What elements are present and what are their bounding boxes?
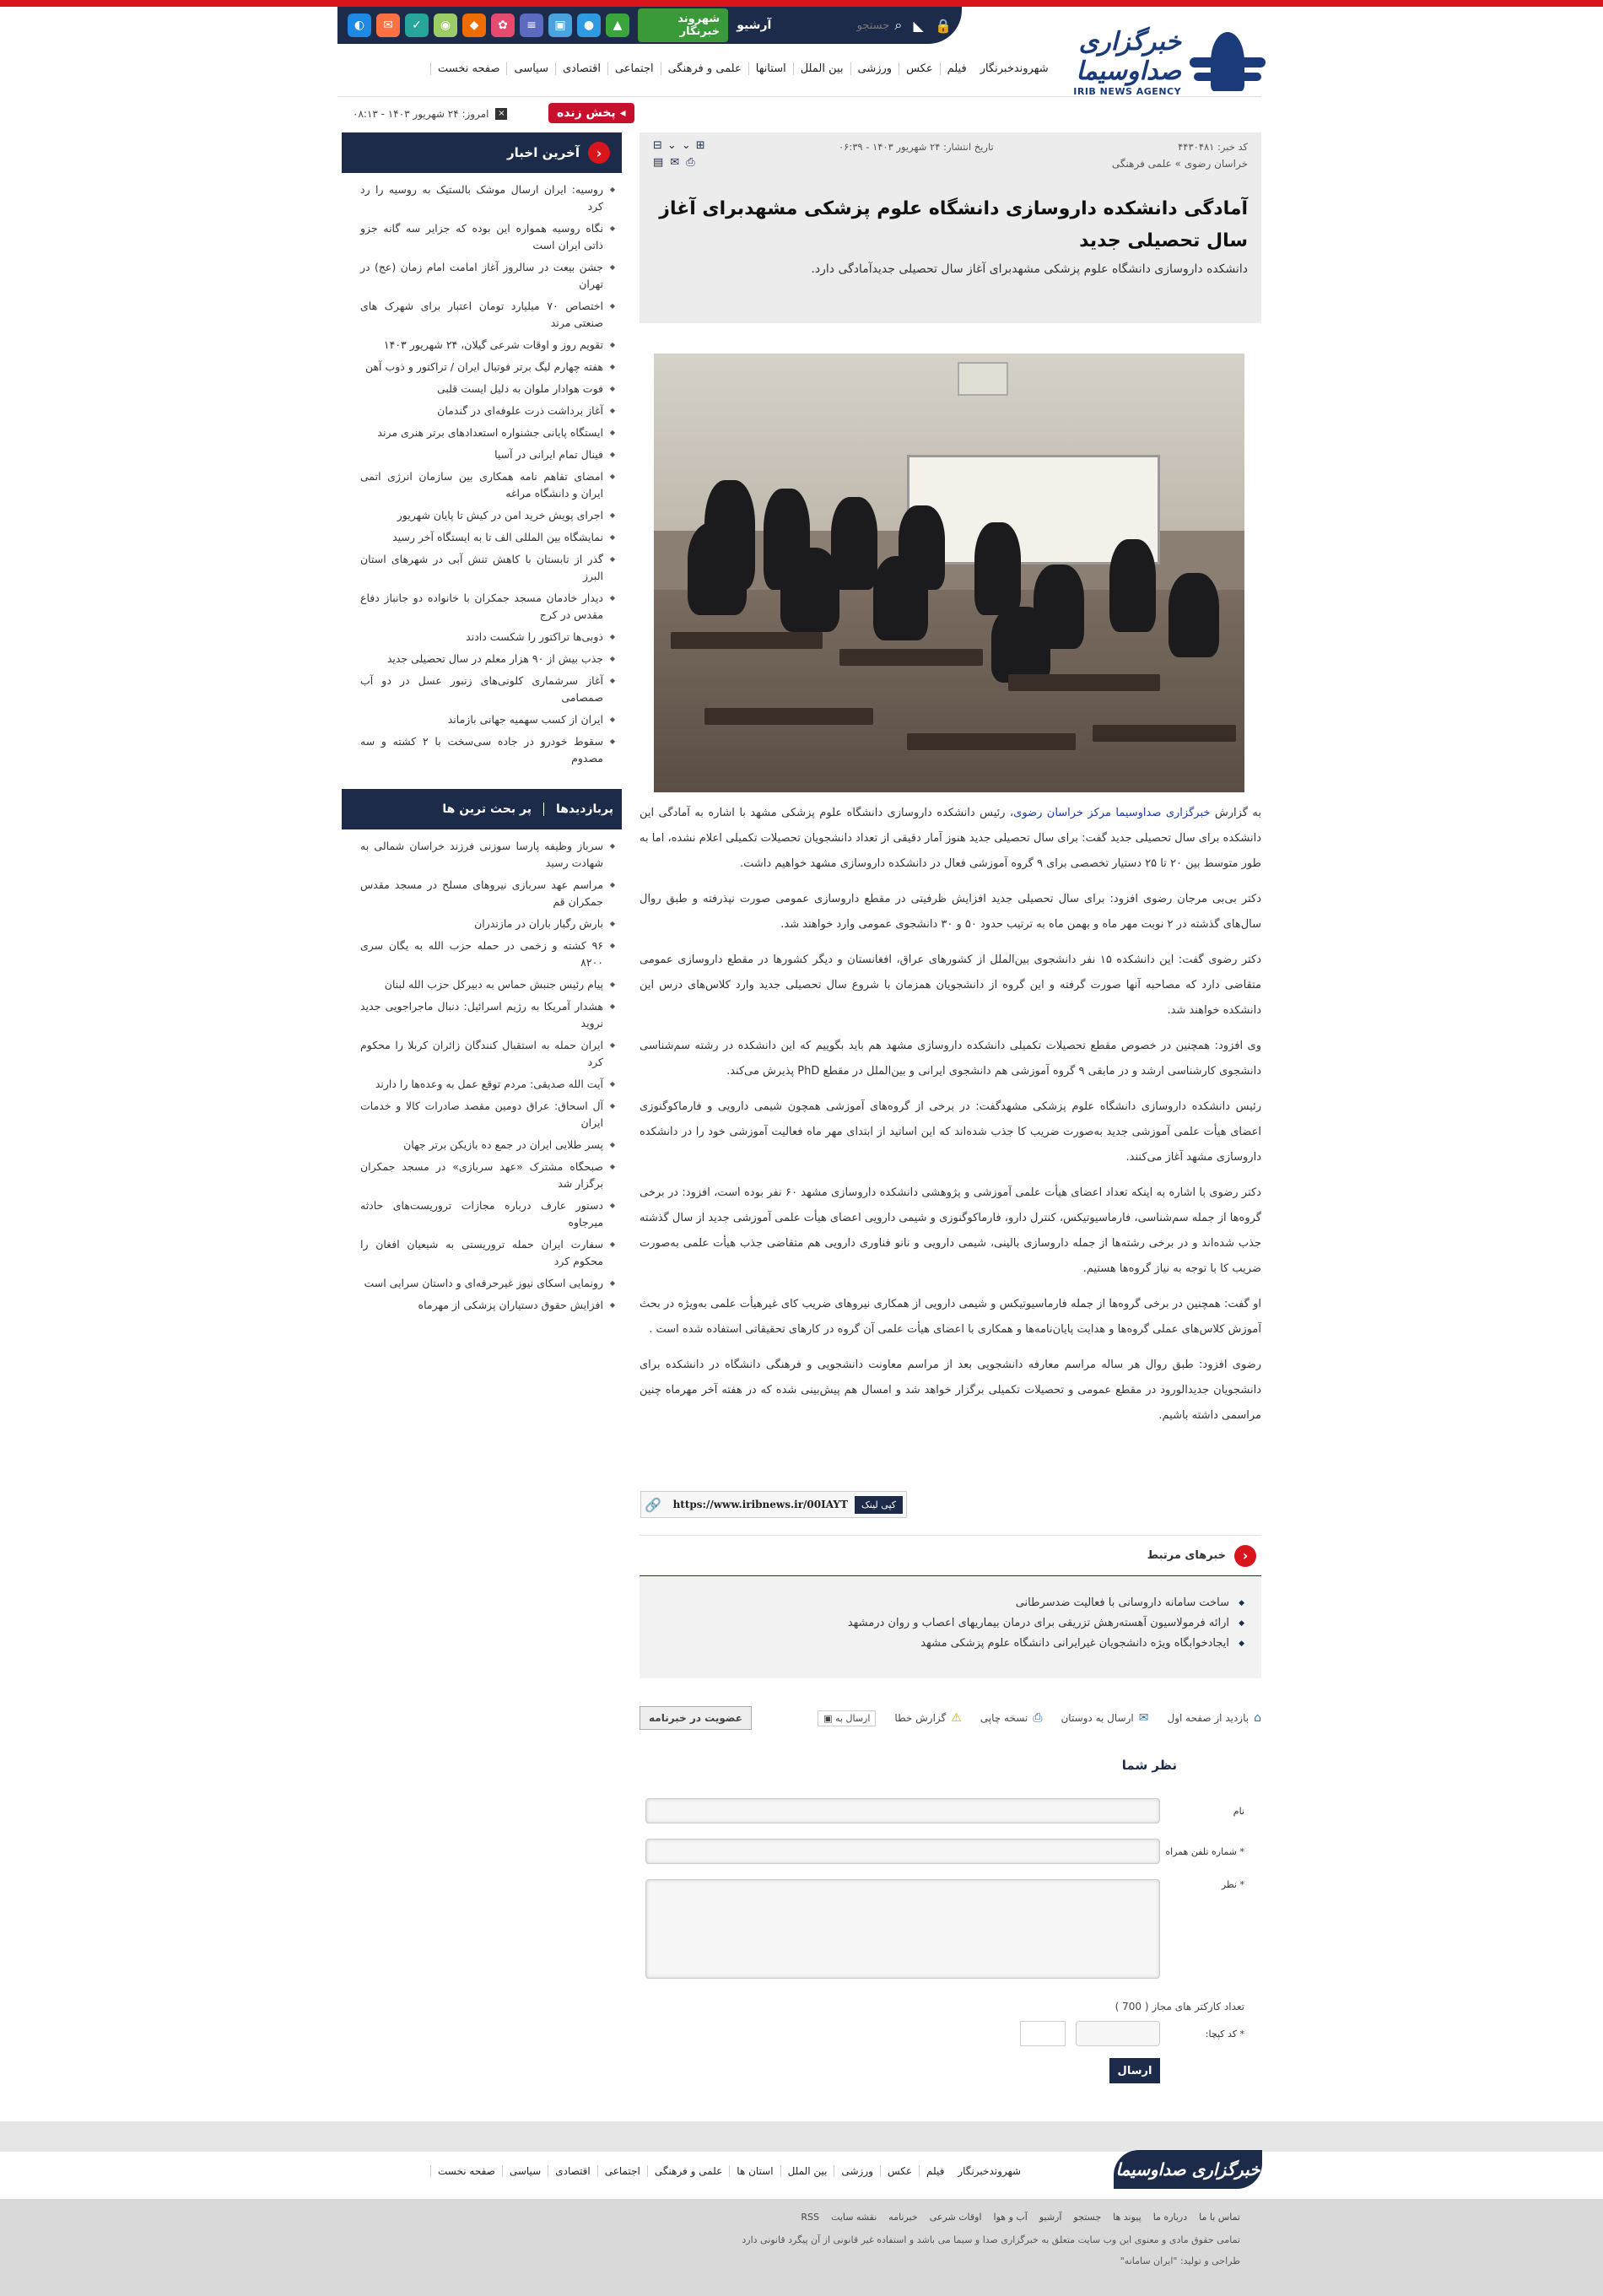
article-lead: دانشکده داروسازی دانشگاه علوم پزشکی مشهدبرای آغاز سال تحصیلی جدیدآمادگی دارد. [811,262,1248,276]
site-header [337,7,1261,97]
nav-provinces[interactable]: استانها [748,62,793,75]
printer-icon: ⎙ [1033,1711,1043,1725]
list-item[interactable]: ◆ تقویم روز و اوقات شرعی گیلان، ۲۴ شهریور ۱۴۰۳ [360,337,615,354]
latest-news-header [342,132,622,173]
nav-citizen[interactable]: شهروندخبرنگار [980,62,1049,75]
share-label: ارسال به [835,1712,871,1724]
print-link[interactable] [980,1711,1043,1725]
menu-app-icon[interactable]: ≡ [520,14,543,37]
send-friends-link[interactable] [1061,1711,1148,1725]
list-item[interactable]: ◆ بارش رگبار باران در مازندران [360,916,615,932]
citizen-reporter-button[interactable]: شهروند خبرنگار [638,8,728,42]
char-count: تعداد کارکتر های مجاز ( 700 ) [1115,2001,1244,2012]
breadcrumb[interactable]: خراسان رضوی » علمی فرهنگی [1111,158,1248,170]
comment-field[interactable] [645,1879,1160,1979]
list-item[interactable]: ◆ نگاه روسیه همواره این بوده که جزایر سه گانه جزو ذاتی ایران است [360,220,615,254]
footer-link[interactable]: نقشه سایت [831,2212,877,2223]
nav-home[interactable]: صفحه نخست [430,62,506,75]
footer-nav-item[interactable]: فیلم [919,2165,951,2177]
footer-nav-item[interactable]: ورزشی [834,2165,879,2177]
live-button[interactable]: ◂ پخش زنده [548,103,634,123]
radio-app-icon[interactable]: ◉ [434,14,457,37]
nav-sport[interactable]: ورزشی [850,62,899,75]
newsletter-button[interactable]: عضویت در خبرنامه [640,1706,752,1730]
home-icon: ⌂ [1254,1711,1261,1725]
list-item[interactable]: ◆ ۹۶ کشته و زخمی در حمله حزب الله به یگان سری ۸۲۰۰ [360,937,615,971]
article-photo [654,354,1244,792]
article-actions [640,1704,1261,1732]
list-item[interactable]: ◆ ایران حمله به استقبال کنندگان زائران کربلا را محکوم کرد [360,1037,615,1071]
live-row [337,100,1261,130]
today-date: امروز: ۲۴ شهریور ۱۴۰۳ - ۰۸:۱۳ [353,108,489,120]
footer-nav-item[interactable]: شهروندخبرنگار [958,2165,1022,2177]
link-icon: 🔗 [645,1496,661,1513]
list-item[interactable]: ◆ امضای تفاهم نامه همکاری بین سازمان انرژی اتمی ایران و دانشگاه مراغه [360,468,615,502]
footer-nav-item[interactable]: استان ها [729,2165,780,2177]
nav-political[interactable]: سیاسی [506,62,555,75]
top-bar [337,7,962,44]
list-item[interactable]: ◆ مراسم عهد سربازی نیروهای مسلح در مسجد مقدس جمکران قم [360,877,615,910]
gallery-app-icon[interactable]: ◆ [462,14,486,37]
most-visited-list [342,829,622,1327]
list-item[interactable]: ◆ افزایش حقوق دستیاران پزشکی از مهرماه [360,1297,615,1314]
footer-nav-item[interactable]: علمی و فرهنگی [647,2165,729,2177]
comment-title: نظر شما [1121,1758,1177,1773]
ios-icon[interactable]: ● [577,14,601,37]
footer-nav-item[interactable]: بین الملل [780,2165,834,2177]
nav-social[interactable]: اجتماعی [607,62,661,75]
footer-links [801,2212,1240,2223]
list-item[interactable]: ◆ روسیه: ایران ارسال موشک بالستیک به روسیه را رد کرد [360,181,615,215]
report-error-link[interactable] [894,1711,961,1725]
film-app-icon[interactable]: ✿ [491,14,515,37]
footer-nav [430,2165,1028,2177]
lock-icon[interactable]: 🔒 [935,17,952,34]
footer-nav-item[interactable]: سیاسی [502,2165,548,2177]
copyright-text: تمامی حقوق مادی و معنوی این وب سایت متعلق به خبرگزاری صدا و سیما می باشد و استفاده غیر قانونی از آن پیگرد قانونی دارد [742,2234,1240,2245]
article-paragraph: وی افزود: همچنین در خصوص مقطع تحصیلات تکمیلی دانشکده داروسازی مشهد هم باید بگوییم که این دانشکده در رشته سم‌شناسی دانشجوی کارشناسی ارشد و در مابقی ۹ گروه آموزشی هم دانشجوی ایرانی و بین‌الملل در مقطع PhD پذیرش می‌کند. [640,1040,1261,1078]
list-item[interactable]: ◆ سفارت ایران حمله تروریستی به شیعیان افغان را محکوم کرد [360,1236,615,1270]
send-button[interactable]: ارسال [1109,2058,1160,2083]
name-label: نام [1233,1805,1244,1817]
list-item[interactable]: ◆ جذب بیش از ۹۰ هزار معلم در سال تحصیلی جدید [360,651,615,667]
latest-news-list [342,173,622,781]
article-paragraph: دکتر رضوی گفت: این دانشکده ۱۵ نفر دانشجوی بین‌الملل از کشورهای عراق، افغانستان و دیگر کشورها در مقطع داروسازی عمومی متقاضی دارد که مصاحبه آنها صورت گرفته و این گروه از دانشجویان همزمان با شروع سال تحصیلی جدید وارد کلاس‌های درس این دانشکده خواهند شد. [640,954,1261,1017]
site-logo[interactable] [1025,24,1244,100]
print-label: نسخه چاپی [980,1712,1028,1724]
short-link-url[interactable]: https://www.iribnews.ir/00IAYT [672,1499,848,1510]
messenger-app-icon[interactable]: ✉ [376,14,400,37]
footer-top-band [0,2121,1603,2152]
name-field[interactable] [645,1798,1160,1823]
app-icons [348,14,629,37]
article-paragraph: رئیس دانشکده داروسازی دانشگاه علوم پزشکی مشهدگفت: در برخی از گروه‌های آموزشی همچون شیمی دارویی و فارماکوگنوزی اعضای هیأت علمی آموزشی جدید به‌صورت ضریب کا جذب شده‌اند که این اساتید از ابتدای مهر ماه فعالیت آموزشی خود را در دانشکده داروسازی مشهد آغاز می‌کنند. [640,1100,1261,1164]
related-item[interactable]: ◆ ارائه فرمولاسیون آهسته‌رهش تزریقی برای درمان بیماریهای اعصاب و روان درمشهد [640,1613,1244,1634]
article-paragraph [640,801,1261,877]
comment-form [640,1758,1261,2083]
send-friends-label: ارسال به دوستان [1061,1712,1134,1724]
save-icon[interactable]: ▤ [653,156,664,169]
font-tools [653,139,705,152]
search-input[interactable] [796,14,889,36]
related-news [640,1535,1261,1678]
related-news-title: خبرهای مرتبط [1147,1549,1226,1562]
comment-label: * نظر [1221,1879,1244,1890]
chevron-down-icon[interactable]: ⌄ [667,139,677,152]
list-item[interactable]: ◆ ایران از کسب سهمیه جهانی بازماند [360,711,615,728]
print-icon[interactable]: ⎙ [686,156,695,169]
phone-field[interactable] [645,1839,1160,1864]
news-code: کد خبر: ۴۴۳۰۴۸۱ [1178,141,1248,153]
article-header-box [640,132,1261,323]
search-icon[interactable]: ⌕ [894,17,903,33]
article-paragraph: رضوی افزود: طبق روال هر ساله مراسم معارفه دانشجویی بعد از مراسم معاونت دانشجویی و فرهنگی دانشگاه در دانشکده برای دانشجویان جدیدالورود در مقطع عمومی و تحصیلات تکمیلی برگزار خواهد شد و امسال هم پیش‌بینی شده که در هفته آخر مهرماه چنین مراسمی داشته باشیم. [640,1359,1261,1422]
list-item[interactable]: ◆ ایستگاه پایانی جشنواره استعدادهای برتر هنری مرند [360,424,615,441]
article-body [640,801,1261,1429]
top-red-line [0,0,1603,7]
related-news-header [640,1536,1261,1576]
footer-nav-item[interactable]: صفحه نخست [430,2165,502,2177]
article-paragraph: او گفت: همچنین در برخی گروه‌ها از جمله فارماسیوتیکس و شیمی دارویی از همکاری نیروهای ضریب کای غیرهیأت علمی به‌ویژه در بحث آموزش کلاس‌های عملی گروه‌ها و هدایت پایان‌نامه‌ها و همکاری با اعضای هیأت علمی آن گروه در کارهای تحقیقاتی استفاده شده است . [640,1298,1261,1336]
publish-date: تاریخ انتشار: ۲۴ شهریور ۱۴۰۳ - ۰۶:۳۹ [839,141,994,153]
list-item[interactable]: ◆ دیدار خادمان مسجد جمکران با خانواده دو جانباز دفاع مقدس در کرج [360,590,615,624]
list-item[interactable]: ◆ اختصاص ۷۰ میلیارد تومان اعتبار برای شهرک های صنعتی مرند [360,298,615,332]
footer-link[interactable]: RSS [801,2212,820,2223]
warning-icon: ⚠ [951,1711,962,1725]
footer-link[interactable]: آرشیو [1039,2212,1062,2223]
chevron-left-icon: ‹ [1234,1545,1256,1567]
footer-link[interactable]: درباره ما [1152,2212,1188,2223]
chevron-down-icon[interactable]: ⌄ [681,139,691,152]
list-item[interactable]: ◆ آیت الله صدیقی: مردم توقع عمل به وعده‌ها را دارند [360,1076,615,1093]
list-item[interactable]: ◆ هفته چهارم لیگ برتر فوتبال ایران / تراکتور و ذوب آهن [360,359,615,375]
list-item[interactable]: ◆ اجرای پویش خرید امن در کیش تا پایان شهریور [360,507,615,524]
irib-emblem-icon [1190,32,1244,91]
phone-label: * شماره تلفن همراه [1165,1845,1244,1857]
article-tools [653,156,695,169]
logo-subtitle: IRIB NEWS AGENCY [1073,85,1182,97]
footer-nav-item[interactable]: اجتماعی [597,2165,647,2177]
paragraph-prefix: به گزارش [1210,807,1261,819]
nav-photo[interactable]: عکس [899,62,940,75]
list-item[interactable]: ◆ فینال تمام ایرانی در آسیا [360,446,615,463]
footer-link[interactable]: خبرنامه [888,2212,918,2223]
main-nav [430,62,1055,75]
app-store-icon[interactable]: ▣ [548,14,572,37]
list-item[interactable]: ◆ سرباز وظیفه پارسا سوزنی فرزند خراسان شمالی به شهادت رسید [360,838,615,872]
list-item[interactable]: ◆ آغاز برداشت ذرت علوفه‌ای در گندمان [360,402,615,419]
list-item[interactable]: ◆ آغاز سرشماری کلونی‌های زنبور عسل در دو آب صمصامی [360,673,615,706]
list-item[interactable]: ◆ رونمایی اسکای نیوز غیرحرفه‌ای و داستان سرایی است [360,1275,615,1292]
bale-app-icon[interactable]: ◐ [348,14,371,37]
article-paragraph: دکتر رضوی با اشاره به اینکه تعداد اعضای هیأت علمی آموزشی و پژوهشی دانشکده داروسازی مشهد ۶۰ نفر بوده است، افزود: در برخی گروه‌ها از جمله سم‌شناسی، فارماسیوتیکس، کنترل دارو، فارماکوگنوزی و شیمی دارویی اعضای هیأت علمی آموزشی جدید از سال گذشته جذب شده‌اند و در برخی رشته‌ها از جمله داروسازی بالینی، شیمی دارویی و نانو فناوری دارویی هم متقاضی جذب هیأت علمی به‌صورت ضریب کا با توجه به نیاز گروه‌ها هستیم. [640,1186,1261,1275]
list-item[interactable]: ◆ پیام رئیس جنبش حماس به دبیرکل حزب الله لبنان [360,976,615,993]
home-link[interactable] [1167,1711,1261,1725]
nav-international[interactable]: بین الملل [793,62,850,75]
related-item[interactable]: ◆ ایجادخوابگاه ویژه دانشجویان غیرایرانی دانشگاه علوم پزشکی مشهد [640,1634,1244,1654]
footer-link[interactable]: پیوند ها [1113,2212,1142,2223]
check-app-icon[interactable]: ✓ [405,14,429,37]
list-item[interactable]: ◆ فوت هوادار ملوان به دلیل ایست قلبی [360,381,615,397]
article-title: آمادگی دانشکده داروسازی دانشگاه علوم پزشکی مشهدبرای آغاز سال تحصیلی جدید [659,198,1248,251]
list-item[interactable]: ◆ صبحگاه مشترک «عهد سربازی» در مسجد جمکران برگزار شد [360,1159,615,1192]
copy-link-button[interactable]: کپی لینک [855,1496,903,1514]
minus-icon[interactable]: ⊟ [653,139,662,152]
list-item[interactable]: ◆ گذر از تابستان با کاهش تنش آبی در شهرهای استان البرز [360,551,615,585]
paragraph-rest: ، رئیس دانشکده داروسازی دانشگاه علوم پزشکی مشهد با اشاره به آمادگی این دانشکده برای سال تحصیلی جدید گفت: برای سال تحصیلی جدید هنوز آمار دقیقی از تعداد دانشجویان تحصیلات تکمیلی اعلام نشده، اما به طور متوسط بین ۲۰ تا ۲۵ دستیار تخصصی برای ۹ گروه آموزشی فعال در دانشکده داروسازی مشهد خواهیم داشت. [640,807,1261,870]
footer-nav-item[interactable]: عکس [880,2165,919,2177]
footer-link[interactable]: جستجو [1073,2212,1102,2223]
chevron-left-icon[interactable]: ‹ [588,142,610,164]
captcha-label: * کد کپچا: [1205,2028,1244,2039]
designer-credit[interactable]: طراحی و تولید: "ایران سامانه" [1120,2255,1240,2266]
tab-most-discussed[interactable]: پر بحث ترین ها [442,802,532,816]
source-link[interactable]: خبرگزاری صداوسیما مرکز خراسان رضوی [1013,807,1211,819]
list-item[interactable]: ◆ جشن بیعت در سالروز آغاز امامت امام زمان (عج) در تهران [360,259,615,293]
footer-link[interactable]: اوقات شرعی [929,2212,982,2223]
android-icon[interactable]: ▲ [606,14,629,37]
plus-icon[interactable]: ⊞ [695,139,705,152]
latest-news-title: آخرین اخبار [507,145,580,160]
search-box [796,14,902,36]
sidebar [342,132,622,1327]
logo-title: خبرگزاری صداوسیما [1076,26,1182,86]
nav-film[interactable]: فیلم [940,62,974,75]
list-item[interactable]: ◆ پسر طلایی ایران در جمع ده بازیکن برتر جهان [360,1137,615,1153]
list-item[interactable]: ◆ سقوط خودرو در جاده سی‌سخت با ۲ کشته و سه مصدوم [360,733,615,767]
nav-science[interactable]: علمی و فرهنگی [661,62,748,75]
list-item[interactable]: ◆ نمایشگاه بین المللی الف تا به ایستگاه آخر رسید [360,529,615,546]
footer-logo[interactable]: خبرگزاری صداوسیما [1114,2150,1262,2189]
header-divider [337,96,1261,97]
article-paragraph: دکتر بی‌بی مرجان رضوی افزود: برای سال تحصیلی جدید افزایش ظرفیتی در مقطع داروسازی عمومی صورت نپذرفته و طبق روال سال‌های گذشته در ۲ نوبت مهر ماه و بهمن ماه به ترتیب حدود ۵۰ و ۳۰ دانشجوی عمومی وارد خواهند شد. [640,893,1261,931]
footer-nav-item[interactable]: اقتصادی [548,2165,597,2177]
archive-link[interactable]: آرشیو [737,19,772,32]
list-item[interactable]: ◆ آل اسحاق: عراق دومین مقصد صادرات کالا و خدمات ایران [360,1098,615,1132]
captcha-input[interactable] [1076,2021,1160,2046]
share-button[interactable]: ارسال به ▣ [818,1710,876,1726]
envelope-icon: ✉ [1138,1711,1149,1725]
related-item[interactable]: ◆ ساخت سامانه داروسانی با فعالیت ضدسرطانی [640,1593,1244,1613]
tab-most-visited[interactable]: پربازدیدها [543,802,613,816]
home-label: بازدید از صفحه اول [1167,1712,1249,1724]
captcha-image [1020,2021,1066,2046]
short-link-box [640,1491,907,1518]
list-item[interactable]: ◆ دستور عارف درباره مجازات تروریست‌های حادثه میرجاوه [360,1197,615,1231]
popular-tabs [342,789,622,829]
live-label: پخش زنده [557,106,616,120]
date-box [353,108,507,120]
list-item[interactable]: ◆ ذوبی‌ها تراکتور را شکست دادند [360,629,615,646]
list-item[interactable]: ◆ هشدار آمریکا به رژیم اسرائیل: دنبال ماجراجویی جدید نروید [360,998,615,1032]
email-icon[interactable]: ✉ [670,156,680,169]
nav-economic[interactable]: اقتصادی [555,62,607,75]
footer-link[interactable]: آب و هوا [993,2212,1028,2223]
close-icon[interactable]: × [495,108,507,120]
report-label: گزارش خطا [894,1712,947,1724]
footer-link[interactable]: تماس با ما [1199,2212,1240,2223]
article-main [640,132,1261,2083]
rss-icon[interactable]: ◣ [913,17,924,34]
